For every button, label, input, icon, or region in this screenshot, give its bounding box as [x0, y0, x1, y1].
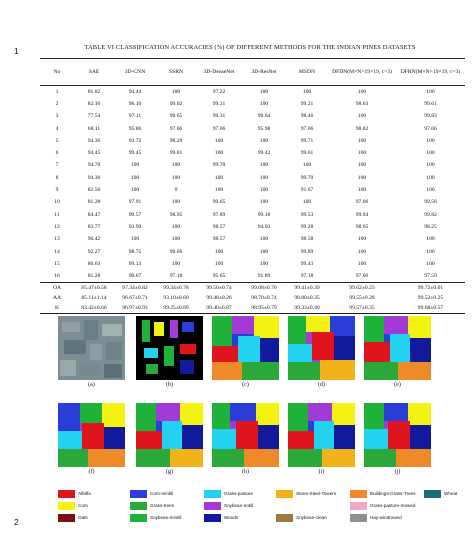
classification-map — [136, 403, 203, 467]
table-cell: 81.28 — [87, 199, 101, 206]
map-panel-j — [364, 403, 431, 475]
legend-label: Corn — [78, 503, 88, 508]
table-cell: 13 — [54, 236, 60, 243]
legend-swatch — [130, 490, 147, 498]
table-cell: 96.67±0.71 — [122, 295, 148, 301]
legend-label: Buildings-Grass-Trees — [370, 491, 416, 496]
table-cell: 97.18 — [300, 272, 314, 279]
table-cell: 99.62±0.23 — [349, 284, 375, 291]
classification-map — [58, 403, 125, 467]
classification-map — [212, 403, 279, 467]
table-row — [40, 172, 465, 184]
table-cell: 100 — [357, 236, 367, 243]
table-cell: 100 — [171, 223, 181, 230]
classification-map — [364, 316, 431, 380]
header-cell: DFDN(M×N=19×19, c=3) — [332, 69, 392, 75]
map-panel-h — [212, 403, 279, 475]
ground-truth-map — [136, 316, 203, 380]
figure-label-b: (b) — [166, 382, 173, 388]
table-cell: 100 — [171, 162, 181, 169]
table-cell: 98.25 — [424, 223, 437, 230]
legend-item — [276, 513, 327, 522]
table-row — [40, 135, 465, 147]
table-cell: 99.83 — [424, 113, 437, 120]
table-cell: 100 — [426, 236, 435, 243]
legend-swatch — [350, 490, 367, 498]
table-cell: 0 — [174, 187, 178, 194]
table-cell: 98.95 — [169, 211, 183, 218]
table-cell: 100 — [259, 88, 269, 95]
header-cell: 3D-DenseNet — [203, 69, 235, 75]
legend-label: Oats — [78, 515, 88, 520]
table-cell: 99.43 — [300, 260, 314, 267]
table-cell: 100 — [171, 199, 181, 206]
table-cell: AA — [52, 295, 62, 301]
legend-item — [58, 513, 88, 522]
table-cell: 91.67 — [300, 187, 314, 194]
summary-row — [40, 282, 465, 293]
table-cell: 81.28 — [87, 272, 101, 279]
table-cell: 94.70 — [87, 162, 101, 169]
table-cell: 95.65 — [212, 272, 226, 279]
table-cell: 97.89 — [212, 211, 226, 218]
table-row — [40, 147, 465, 159]
table-cell: 98.57 — [212, 236, 226, 243]
table-cell: 100 — [171, 88, 181, 95]
table-cell: 97.66 — [300, 125, 314, 132]
table-cell: 97.59 — [424, 272, 437, 279]
legend-swatch — [58, 502, 75, 510]
table-cell: 100 — [130, 236, 140, 243]
table-cell: 99.66 — [169, 248, 183, 255]
table-cell: 100 — [214, 150, 224, 157]
table-cell: 99.55±0.28 — [349, 295, 375, 301]
legend-swatch — [204, 490, 221, 498]
summary-row — [40, 293, 465, 304]
map-panel-f — [58, 403, 125, 475]
legend-swatch — [350, 502, 367, 510]
table-cell: 83.77 — [87, 223, 101, 230]
legend-swatch — [58, 490, 75, 498]
table-cell: 100 — [357, 162, 367, 169]
legend-label: Grass-trees — [150, 503, 174, 508]
table-cell: 99.94 — [355, 211, 369, 218]
legend-item — [204, 501, 253, 510]
legend-label: Soybean-notill — [224, 503, 254, 508]
table-cell: 99.56 — [424, 199, 437, 206]
header-cell: No — [53, 69, 61, 75]
table-row — [40, 270, 465, 282]
figure-label-e: (e) — [394, 382, 401, 388]
table-cell: 96.42 — [87, 236, 101, 243]
table-caption: TABLE VI CLASSIFICATION ACCURACIES (%) OF DIFFERENT METHODS FOR THE INDIAN PINES DATASETS — [84, 44, 416, 51]
header-cell: MSDN — [298, 69, 316, 75]
figure-label-c: (c) — [242, 382, 249, 388]
legend-label: Woods — [224, 515, 239, 520]
legend-item — [130, 489, 173, 498]
table-cell: 99.18 — [257, 211, 271, 218]
table-cell: 100 — [214, 174, 224, 181]
table-cell: 99.89 — [300, 248, 314, 255]
table-cell: 8 — [55, 174, 59, 181]
table-row — [40, 196, 465, 208]
header-cell: 3D-ResNet — [251, 69, 277, 75]
table-cell: 92.27 — [87, 248, 101, 255]
legend-swatch — [58, 514, 75, 522]
table-cell: 15 — [54, 260, 60, 267]
classification-map — [364, 403, 431, 467]
table-cell: 100 — [171, 174, 181, 181]
table-cell: 97.91 — [128, 199, 142, 206]
table-cell: 98.46 — [300, 113, 314, 120]
table-cell: 85.11±1.14 — [81, 295, 107, 301]
table-cell: 97.06 — [355, 272, 369, 279]
table-cell: 99.28 — [300, 223, 314, 230]
table-cell: 99.34±0.78 — [163, 284, 189, 291]
table-cell: 99.13 — [128, 260, 142, 267]
map-panel-c — [212, 316, 279, 388]
header-cell: 3D-CNN — [124, 69, 146, 75]
table-cell: 97.06 — [169, 125, 183, 132]
table-cell: 1 — [55, 88, 59, 95]
table-cell: 100 — [130, 162, 140, 169]
legend-swatch — [130, 502, 147, 510]
table-cell: 94.93 — [257, 223, 271, 230]
table-cell: 100 — [130, 187, 140, 194]
table-cell: 99.70 — [212, 162, 226, 169]
table-cell: 99.70 — [300, 174, 314, 181]
table-cell: 100 — [302, 162, 312, 169]
table-cell: 100 — [357, 137, 367, 144]
table-cell: 100 — [426, 88, 435, 95]
table-cell: 100 — [214, 187, 224, 194]
map-panel-b — [136, 316, 203, 388]
legend-label: Corn-mintill — [150, 491, 174, 496]
table-cell: 100 — [259, 100, 269, 107]
table-cell: 11 — [54, 211, 60, 218]
legend-label: Wheat — [444, 491, 458, 496]
table-cell: 3 — [55, 113, 59, 120]
table-cell: 99.61 — [424, 100, 437, 107]
table-cell: 100 — [259, 174, 269, 181]
legend-item — [350, 501, 415, 510]
table-cell: 100 — [259, 137, 269, 144]
legend-label: Hay-windrowed — [370, 515, 402, 520]
legend-swatch — [276, 514, 293, 522]
table-cell: 2 — [55, 100, 59, 107]
page-number-2: 2 — [14, 517, 19, 527]
table-cell: 100 — [357, 150, 367, 157]
table-cell: 91.89 — [257, 272, 271, 279]
table-cell: 97.34±0.82 — [122, 284, 148, 291]
table-row — [40, 98, 465, 110]
table-cell: 100 — [426, 187, 435, 194]
classification-accuracy-table — [40, 58, 465, 314]
table-cell: 99.65 — [212, 199, 226, 206]
table-cell: 97.66 — [424, 125, 437, 132]
header-cell: DFRN(M×N=19×19, c=3) — [400, 69, 461, 75]
table-cell: 99.61 — [300, 150, 314, 157]
table-cell: 14 — [54, 248, 60, 255]
table-cell: 100 — [259, 187, 269, 194]
table-cell: 97.11 — [128, 113, 142, 120]
table-cell: 100 — [259, 236, 269, 243]
summary-row — [40, 303, 465, 314]
figure-label-g: (g) — [166, 469, 173, 475]
legend-label: Soybean-clean — [296, 515, 327, 520]
table-row — [40, 258, 465, 270]
map-panel-g — [136, 403, 203, 475]
table-cell: K — [54, 305, 60, 312]
table-cell: 94.44 — [128, 88, 142, 95]
table-cell: 99.53 — [300, 211, 314, 218]
table-cell: 96.97±0.93 — [122, 305, 148, 312]
table-cell: 98.70±0.74 — [251, 295, 277, 301]
table-cell: 16 — [54, 272, 60, 279]
table-cell: 97.22 — [212, 88, 226, 95]
table-cell: 99.31 — [212, 100, 226, 107]
page-number-1: 1 — [14, 46, 19, 56]
table-cell: 100 — [357, 88, 367, 95]
table-cell: 4 — [55, 125, 59, 132]
legend-item — [276, 489, 336, 498]
table-cell: 99.41±0.39 — [294, 284, 320, 291]
table-cell: 99.21 — [300, 100, 314, 107]
classification-map — [288, 403, 355, 467]
table-cell: 80.63 — [87, 260, 101, 267]
legend-label: Grass-pasture — [224, 491, 254, 496]
table-cell: OA — [52, 284, 62, 291]
table-cell: 100 — [171, 236, 181, 243]
table-cell: 9 — [55, 187, 59, 194]
table-cell: 7 — [55, 162, 59, 169]
table-cell: 98.75 — [128, 248, 142, 255]
table-cell: 99.50±0.74 — [206, 284, 232, 291]
figure-label-d: (d) — [318, 382, 325, 388]
table-row — [40, 86, 465, 98]
figure-label-a: (a) — [88, 382, 95, 388]
table-cell: 85.47±0.58 — [81, 284, 107, 291]
table-cell: 99.72±0.01 — [417, 284, 444, 291]
table-cell: 100 — [259, 162, 269, 169]
table-cell: 98.29 — [169, 137, 183, 144]
table-cell: 99.31 — [212, 113, 226, 120]
table-cell: 100 — [302, 199, 312, 206]
map-panel-e — [364, 316, 431, 388]
table-cell: 97.06 — [355, 199, 369, 206]
table-cell: 99.57±0.35 — [349, 305, 375, 312]
table-cell: 84.47 — [87, 211, 101, 218]
table-cell: 97.18 — [169, 272, 183, 279]
table-cell: 98.95±0.79 — [251, 305, 277, 312]
table-cell: 12 — [54, 223, 60, 230]
table-cell: 99.64 — [257, 113, 271, 120]
header-cell: SAE — [88, 69, 100, 75]
map-panel-d — [288, 316, 355, 388]
table-cell: 100 — [302, 88, 312, 95]
legend-item — [58, 489, 91, 498]
table-cell: 100 — [357, 174, 367, 181]
table-cell: 100 — [357, 260, 367, 267]
table-cell: 100 — [357, 187, 367, 194]
table-row — [40, 159, 465, 171]
table-cell: 99.71 — [300, 137, 314, 144]
table-cell: 93.99 — [128, 223, 142, 230]
table-cell: 83.42±0.66 — [81, 305, 107, 312]
table-cell: 81.82 — [87, 88, 101, 95]
table-cell: 93.72 — [128, 137, 142, 144]
table-cell: 100 — [426, 162, 435, 169]
legend-item — [350, 489, 416, 498]
legend-swatch — [424, 490, 441, 498]
legend-label: Grass-pasture-mowed — [370, 503, 416, 508]
legend-item — [204, 513, 238, 522]
table-row — [40, 221, 465, 233]
table-cell: 100 — [259, 260, 269, 267]
legend-item — [130, 501, 174, 510]
table-cell: 94.36 — [87, 174, 101, 181]
table-row — [40, 233, 465, 245]
table-cell: 100 — [426, 248, 435, 255]
legend-item — [350, 513, 402, 522]
table-cell: 100 — [357, 248, 367, 255]
table-cell: 100 — [259, 199, 269, 206]
table-cell: 100 — [426, 150, 435, 157]
figure-label-f: (f) — [88, 469, 95, 475]
table-row — [40, 245, 465, 257]
table-cell: 68.11 — [87, 125, 101, 132]
table-row — [40, 184, 465, 196]
table-cell: 99.08±0.70 — [251, 284, 277, 291]
legend-swatch — [350, 514, 367, 522]
table-cell: 100 — [357, 113, 367, 120]
table-cell: 90.67 — [128, 272, 142, 279]
table-cell: 10 — [54, 199, 60, 206]
legend-swatch — [276, 490, 293, 498]
table-cell: 5 — [55, 137, 59, 144]
table-cell: 98.80±0.35 — [294, 295, 320, 301]
figure-label-i: (i) — [318, 469, 325, 475]
table-cell: 99.57 — [128, 211, 142, 218]
legend-swatch — [204, 502, 221, 510]
table-cell: 99.48±0.26 — [206, 295, 232, 301]
legend-label: Soybean-mintill — [150, 515, 182, 520]
table-cell: 82.16 — [87, 100, 101, 107]
figure-label-j: (j) — [394, 469, 401, 475]
table-cell: 77.54 — [87, 113, 101, 120]
table-cell: 99.45 — [128, 150, 142, 157]
map-panel-a — [58, 316, 125, 388]
table-cell: 100 — [426, 137, 435, 144]
satellite-image — [58, 316, 125, 380]
classification-map — [212, 316, 279, 380]
legend-swatch — [204, 514, 221, 522]
table-row — [40, 208, 465, 220]
legend-swatch — [130, 514, 147, 522]
table-cell: 99.40±0.87 — [206, 305, 232, 312]
table-cell: 99.33±0.40 — [294, 305, 320, 312]
table-header-row — [40, 59, 465, 86]
table-cell: 99.82 — [424, 211, 437, 218]
table-cell: 99.68±0.57 — [417, 305, 444, 312]
table-cell: 100 — [130, 174, 140, 181]
table-cell: 98.82 — [355, 125, 369, 132]
figure-label-h: (h) — [242, 469, 249, 475]
table-cell: 99.02 — [169, 100, 183, 107]
table-cell: 99.81 — [169, 150, 183, 157]
table-cell: 100 — [259, 248, 269, 255]
table-cell: 98.65 — [355, 223, 369, 230]
header-cell: SSRN — [169, 69, 183, 75]
table-cell: 6 — [55, 150, 59, 157]
table-row — [40, 122, 465, 134]
legend-item — [424, 489, 457, 498]
table-cell: 100 — [426, 260, 435, 267]
table-cell: 100 — [214, 260, 224, 267]
table-cell: 94.36 — [87, 137, 101, 144]
legend-item — [58, 501, 88, 510]
table-cell: 100 — [171, 260, 181, 267]
legend-item — [204, 489, 253, 498]
table-cell: 99.65 — [169, 113, 183, 120]
table-cell: 97.66 — [212, 125, 226, 132]
legend-label: Stone-Steel-Towers — [296, 491, 337, 496]
table-cell: 99.42 — [257, 150, 271, 157]
table-cell: 82.56 — [87, 187, 101, 194]
table-cell: 98.63 — [355, 100, 369, 107]
table-cell: 95.98 — [257, 125, 271, 132]
table-cell: 99.25±0.89 — [163, 305, 189, 312]
table-cell: 96.10 — [128, 100, 142, 107]
classification-map — [288, 316, 355, 380]
map-panel-i — [288, 403, 355, 475]
legend-label: Alfalfa — [78, 491, 91, 496]
table-cell: 100 — [426, 174, 435, 181]
table-cell: 93.10±0.60 — [163, 295, 189, 301]
table-cell: 99.52±0.25 — [417, 295, 444, 301]
table-cell: 98.58 — [300, 236, 314, 243]
table-row — [40, 110, 465, 122]
legend-item — [130, 513, 181, 522]
table-cell: 100 — [214, 248, 224, 255]
table-cell: 100 — [214, 137, 224, 144]
table-cell: 98.57 — [212, 223, 226, 230]
table-cell: 94.45 — [87, 150, 101, 157]
table-cell: 95.86 — [128, 125, 142, 132]
